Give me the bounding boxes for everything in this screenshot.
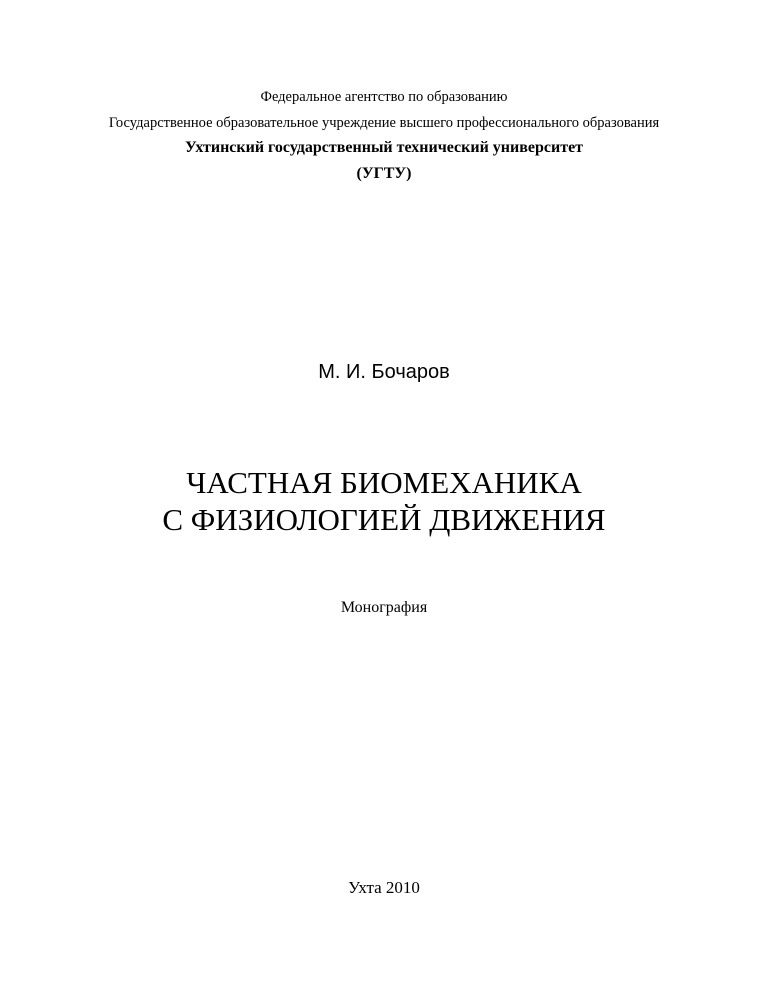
university-abbreviation: (УГТУ) — [356, 165, 412, 182]
university-name: Ухтинский государственный технический университет — [184, 139, 584, 156]
author-name: М. И. Бочаров — [318, 361, 450, 383]
book-title — [0, 464, 768, 538]
book-title-line-2: С ФИЗИОЛОГИЕЙ ДВИЖЕНИЯ — [162, 502, 606, 537]
document-type: Монография — [340, 599, 428, 616]
book-title-line-1: ЧАСТНАЯ БИОМЕХАНИКА — [186, 465, 582, 500]
institution-type: Государственное образовательное учреждение высшего профессионального образования — [108, 115, 660, 131]
place-and-year: Ухта 2010 — [348, 878, 420, 897]
agency-name: Федеральное агентство по образованию — [260, 89, 508, 105]
